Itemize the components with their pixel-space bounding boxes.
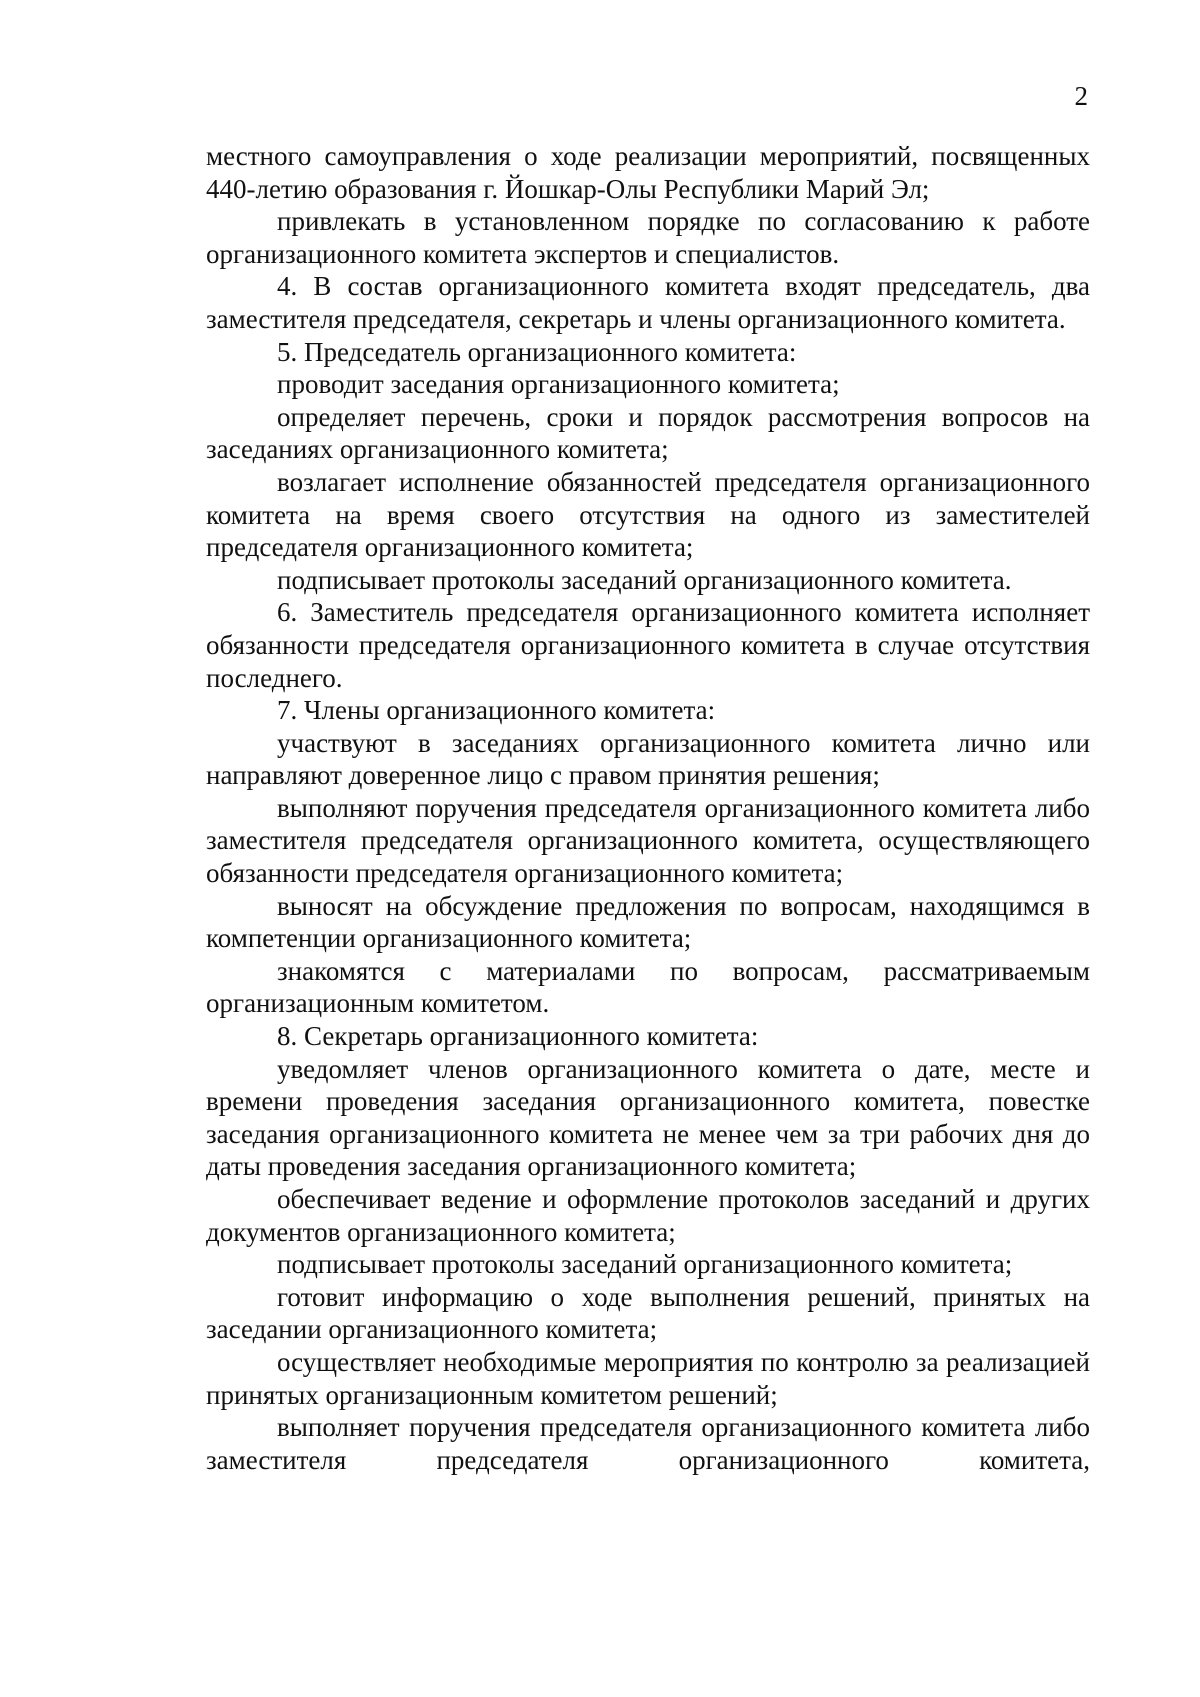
paragraph-members-review-materials: знакомятся с материалами по вопросам, рассматриваемым организационным комитетом.	[206, 955, 1090, 1019]
paragraph-item-7-members: 7. Члены организационного комитета:	[277, 695, 716, 726]
paragraph-item-6-deputy: 6. Заместитель председателя организационного комитета исполняет обязанности председателя организационного комитета в случае отсутствия последнего.	[206, 597, 1090, 693]
paragraph-attract-experts: привлекать в установленном порядке по согласованию к работе организационного комитета экспертов и специалистов.	[206, 206, 1090, 269]
paragraph-members-propose: выносят на обсуждение предложения по вопросам, находящимся в компетенции организационного комитета;	[206, 890, 1090, 954]
paragraph-secretary-notifies: уведомляет членов организационного комитета о дате, месте и времени проведения заседания организационного комитета, повестке заседания организационного комитета не менее чем за три рабочих дня до даты проведения заседания организационного комитета;	[206, 1053, 1090, 1182]
paragraph-item-4-composition: 4. В состав организационного комитета входят председатель, два заместителя председателя, секретарь и члены организационного комитета.	[206, 271, 1090, 334]
page-number: 2	[1074, 81, 1088, 111]
paragraph-chairman-defines-agenda: определяет перечень, сроки и порядок рассмотрения вопросов на заседаниях организационного комитета;	[206, 401, 1090, 465]
paragraph-secretary-protocols: обеспечивает ведение и оформление протоколов заседаний и других документов организационного комитета;	[206, 1184, 1090, 1247]
paragraph-secretary-signs: подписывает протоколы заседаний организационного комитета;	[277, 1249, 1013, 1280]
paragraph-item-8-secretary: 8. Секретарь организационного комитета:	[277, 1021, 759, 1052]
paragraph-secretary-control: осуществляет необходимые мероприятия по контролю за реализацией принятых организационным комитетом решений;	[206, 1346, 1090, 1410]
paragraph-item-5-chairman: 5. Председатель организационного комитета:	[277, 336, 797, 367]
document-body	[206, 140, 1090, 1476]
paragraph-secretary-prepares-info: готовит информацию о ходе выполнения решений, принятых на заседании организационного комитета;	[206, 1281, 1090, 1345]
paragraph-chairman-delegates: возлагает исполнение обязанностей председателя организационного комитета на время своего отсутствия на одного из заместителей председателя организационного комитета;	[206, 466, 1090, 563]
paragraph-chairman-signs-protocols: подписывает протоколы заседаний организационного комитета.	[277, 564, 1012, 595]
paragraph-chairman-holds-meetings: проводит заседания организационного комитета;	[277, 369, 840, 400]
paragraph-secretary-executes-orders: выполняет поручения председателя организационного комитета либо заместителя председателя организационного комитета,	[206, 1412, 1090, 1475]
paragraph-continuation: местного самоуправления о ходе реализации мероприятий, посвященных 440-летию образования г. Йошкар-Олы Республики Марий Эл;	[206, 141, 1090, 204]
paragraph-members-participate: участвуют в заседаниях организационного комитета лично или направляют доверенное лицо с правом принятия решения;	[206, 727, 1090, 791]
paragraph-members-execute-orders: выполняют поручения председателя организационного комитета либо заместителя председателя организационного комитета, осуществляющего обязанности председателя организационного комитета;	[206, 792, 1090, 889]
